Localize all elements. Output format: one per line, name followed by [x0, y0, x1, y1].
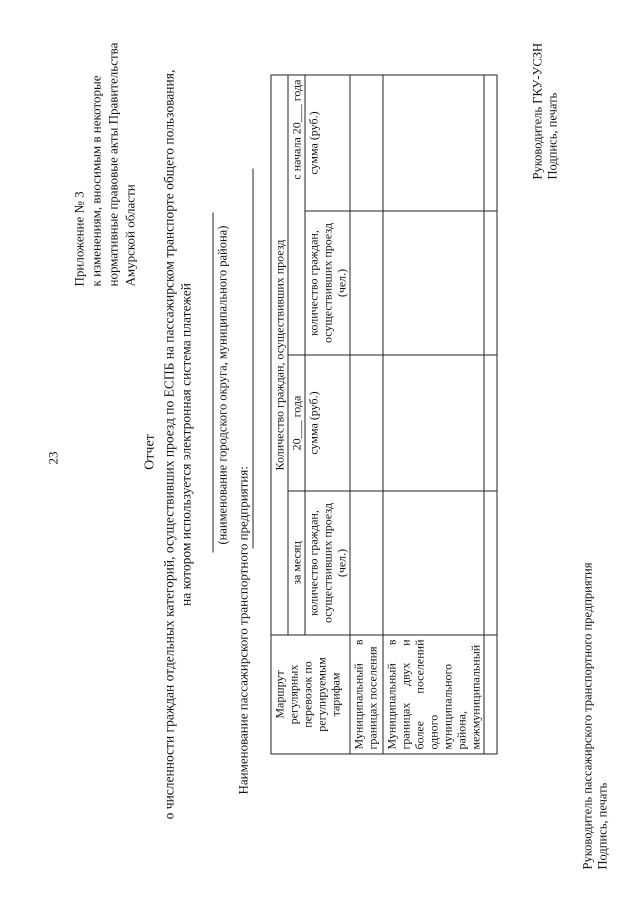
page-number: 23 — [45, 451, 60, 465]
appendix-line: к изменениям, вносимым в некоторые — [88, 75, 103, 287]
ytd-header: с начала 20___ года — [288, 75, 305, 355]
table-row — [350, 75, 383, 754]
report-table — [270, 75, 497, 755]
enterprise-signature-block — [580, 563, 610, 870]
table-header-row — [271, 75, 288, 754]
group-header: Количество граждан, осуществивших проезд — [271, 75, 288, 635]
data-cell — [484, 635, 497, 754]
signature-line: Руководитель пассажирского транспортного предприятия — [580, 562, 594, 870]
data-cell — [383, 211, 484, 355]
signature-line: Подпись, печать — [595, 782, 609, 870]
month-count-header: количество граждан, осуществивших проезд (чел.) — [305, 491, 350, 635]
appendix-header — [70, 2, 138, 287]
data-cell — [383, 491, 484, 635]
data-cell — [383, 75, 484, 211]
data-cell — [484, 75, 497, 211]
data-cell — [484, 355, 497, 491]
enterprise-label: Наименование пассажирского транспортного предприятия: — [235, 466, 250, 795]
table-row — [484, 75, 497, 754]
ytd-sum-header: сумма (руб.) — [305, 75, 350, 211]
appendix-line: Амурской области — [122, 184, 137, 287]
uszn-signature-block — [530, 43, 560, 180]
signature-line: Подпись, печать — [545, 92, 559, 180]
data-cell — [484, 491, 497, 635]
table-row — [383, 75, 484, 754]
enterprise-underline — [252, 169, 253, 549]
month-sum-header: сумма (руб.) — [305, 355, 350, 491]
month-year-header: 20___ года — [288, 355, 305, 491]
data-cell — [484, 211, 497, 355]
route-header: Маршрут регулярных перевозок по регулируемым тарифам — [271, 635, 350, 754]
month-header: за месяц — [288, 491, 305, 635]
data-cell — [350, 211, 383, 355]
route-name-cell: Муниципальный в границах двух и более поселений одного муниципального района, межмуниципальный — [383, 635, 484, 754]
signature-line: Руководитель ГКУ-УСЗН — [530, 42, 544, 180]
report-subtitle-line: на котором используется электронная система платежей — [178, 283, 193, 606]
route-name-cell: Муниципальный в границах поселения — [350, 635, 383, 754]
ytd-count-header: количество граждан, осуществивших проезд (чел.) — [305, 211, 350, 355]
data-cell — [350, 355, 383, 491]
appendix-line: нормативные правовые акты Правительства — [105, 42, 120, 287]
report-title: Отчет — [142, 434, 157, 470]
data-cell — [350, 491, 383, 635]
report-subtitle-line: о численности граждан отдельных категорий, осуществивших проезд по ЕСПБ на пассажирском транспорте общего пользования, — [161, 69, 176, 820]
district-caption: (наименование городского округа, муниципального района) — [215, 225, 229, 545]
data-cell — [350, 75, 383, 211]
report-subtitle — [160, 45, 194, 845]
district-underline — [212, 213, 213, 553]
data-cell — [383, 355, 484, 491]
appendix-line: Приложение № 3 — [71, 191, 86, 287]
